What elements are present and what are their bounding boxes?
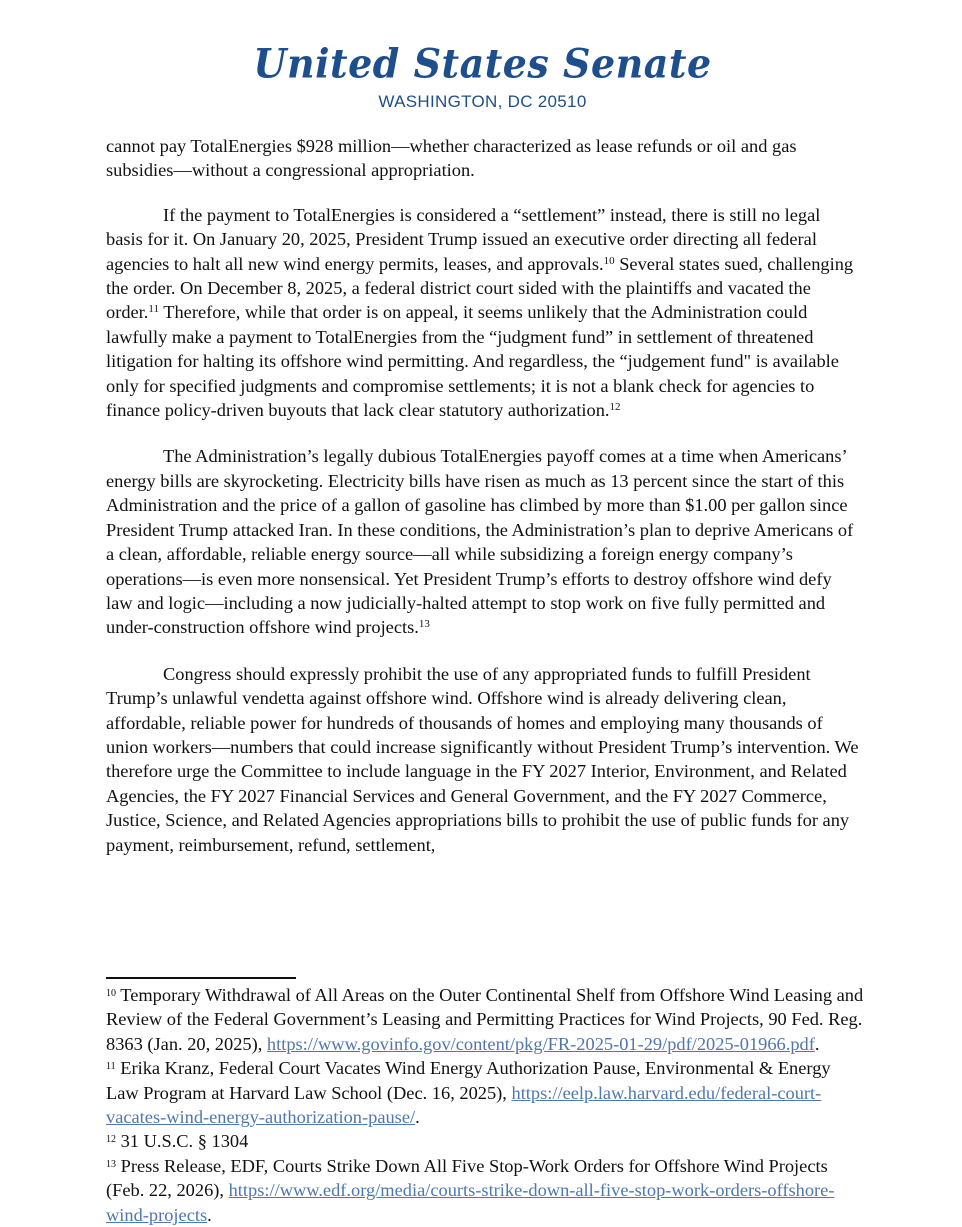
paragraph-energy-bills <box>106 444 859 639</box>
letterhead <box>106 0 859 112</box>
footnote-link[interactable]: https://www.govinfo.gov/content/pkg/FR-2025-01-29/pdf/2025-01966.pdf <box>266 1033 815 1054</box>
footnote-link[interactable]: https://www.edf.org/media/courts-strike-down-all-five-stop-work-orders-offshore-wind-projects <box>106 1180 835 1225</box>
letter-body <box>106 134 859 857</box>
letterhead-title: United States Senate <box>253 39 712 88</box>
footnote-10 <box>106 983 866 1056</box>
footnote-ref: 12 <box>609 401 621 414</box>
footnote-12 <box>106 1129 866 1153</box>
footnote-number: 10 <box>106 988 116 999</box>
footnote-ref: 13 <box>418 618 430 631</box>
footnote-text: 31 U.S.C. § 1304 <box>116 1131 249 1152</box>
footnote-punct: . <box>814 1033 820 1054</box>
paragraph-text: Several states sued, challenging the order. On December 8, 2025, a federal district court sided with the plaintiffs and vacated the order. <box>106 253 854 323</box>
paragraph-text: The Administration’s legally dubious TotalEnergies payoff comes at a time when Americans’ energy bills are skyrocketing. Electricity bills have risen as much as 13 percent since the start of this Administration and the price of a gallon of gasoline has climbed by more than $1.00 per gallon since President Trump attacked Iran. In these conditions, the Administration’s plan to deprive Americans of a clean, affordable, reliable energy source—all while subsidizing a foreign energy company’s operations—is even more nonsensical. Yet President Trump’s efforts to destroy offshore wind defy law and logic—including a now judicially-halted attempt to stop work on five fully permitted and under-construction offshore wind projects. <box>106 446 854 638</box>
paragraph-text: If the payment to TotalEnergies is considered a “settlement” instead, there is still no legal basis for it. On January 20, 2025, President Trump issued an executive order directing all federal agencies to halt all new wind energy permits, leases, and approvals. <box>106 204 821 274</box>
footnote-link[interactable]: https://eelp.law.harvard.edu/federal-court-vacates-wind-energy-authorization-pause/ <box>106 1082 822 1128</box>
paragraph-text: Therefore, while that order is on appeal, it seems unlikely that the Administration could lawfully make a payment to TotalEnergies from the “judgment fund” in settlement of threatened litigation for halting its offshore wind permitting. And regardless, the “judgement fund" is available only for specified judgments and compromise settlements; it is not a blank check for agencies to finance policy-driven buyouts that lack clear statutory authorization. <box>106 302 839 421</box>
paragraph-settlement <box>106 203 859 423</box>
footnote-number: 12 <box>106 1134 116 1146</box>
footnote-divider <box>106 977 296 979</box>
footnote-number: 13 <box>106 1158 116 1170</box>
footnote-punct: . <box>415 1107 420 1128</box>
footnote-ref: 11 <box>148 303 159 316</box>
footnote-ref: 10 <box>603 254 615 267</box>
footnote-text: Temporary Withdrawal of All Areas on the Outer Continental Shelf from Offshore Wind Leasing and Review of the Federal Government’s Leasing and Permitting Practices for Wind Projects, 90 Fed. Reg. 8363 (Jan. 20, 2025), <box>106 985 864 1054</box>
footnote-13 <box>106 1154 866 1227</box>
footnote-number: 11 <box>106 1061 116 1073</box>
letterhead-address: WASHINGTON, DC 20510 <box>378 92 587 111</box>
footnote-text: Erika Kranz, Federal Court Vacates Wind Energy Authorization Pause, Environmental & Energy Law Program at Harvard Law School (Dec. 16, 2025), <box>106 1058 831 1103</box>
footnote-11 <box>106 1056 866 1129</box>
footnote-text: Press Release, EDF, Courts Strike Down All Five Stop-Work Orders for Offshore Wind Projects (Feb. 22, 2026), <box>106 1155 828 1201</box>
footnote-punct: . <box>207 1204 212 1225</box>
paragraph-continuation: cannot pay TotalEnergies $928 million—whether characterized as lease refunds or oil and gas subsidies—without a congressional appropriation. <box>106 136 797 181</box>
footnotes <box>106 983 866 1227</box>
paragraph-congress-request: Congress should expressly prohibit the use of any appropriated funds to fulfill President Trump’s unlawful vendetta against offshore wind. Offshore wind is already delivering clean, affordable, reliable power for hundreds of thousands of homes and employing many thousands of union workers—numbers that could increase significantly without President Trump’s intervention. We therefore urge the Committee to include language in the FY 2027 Interior, Environment, and Related Agencies, the FY 2027 Financial Services and General Government, and the FY 2027 Commerce, Justice, Science, and Related Agencies appropriations bills to prohibit the use of public funds for any payment, reimbursement, refund, settlement, <box>106 663 859 855</box>
